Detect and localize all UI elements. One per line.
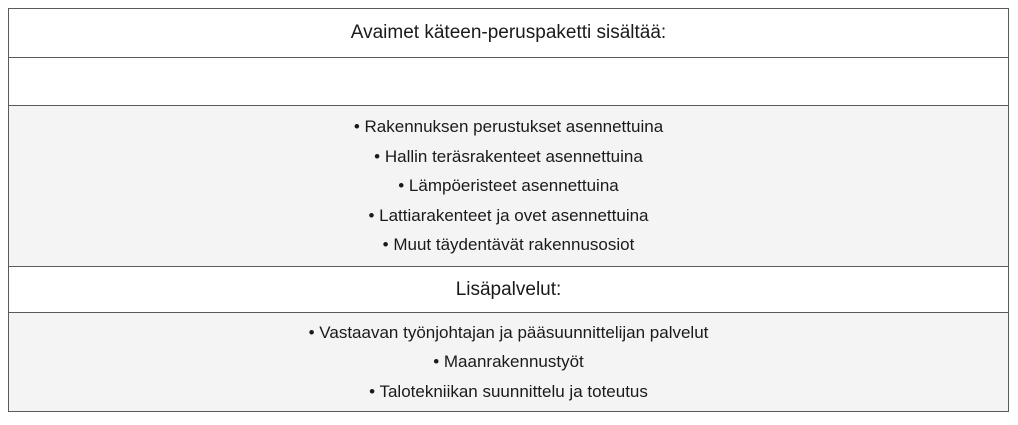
list-item: • Hallin teräsrakenteet asennettuina <box>374 146 643 166</box>
package-title: Avaimet käteen-peruspaketti sisältää: <box>9 9 1009 58</box>
package-header-row <box>9 9 1009 58</box>
list-item: • Rakennuksen perustukset asennettuina <box>353 117 664 137</box>
list-item: • Maanrakennustyöt <box>433 352 584 372</box>
package-contents-table <box>8 8 1009 412</box>
list-item: • Talotekniikan suunnittelu ja toteutus <box>369 381 648 401</box>
package-items-list <box>9 112 1008 260</box>
additional-header-row <box>9 267 1009 313</box>
list-item: • Lattiarakenteet ja ovet asennettuina <box>368 205 649 225</box>
package-items-cell <box>9 106 1009 267</box>
package-items-row <box>9 106 1009 267</box>
list-item: • Vastaavan työnjohtajan ja pääsuunnittelijan palvelut <box>308 322 709 342</box>
additional-items-row <box>9 313 1009 412</box>
additional-title: Lisäpalvelut: <box>9 267 1009 313</box>
list-item: • Lämpöeristeet asennettuina <box>398 176 619 196</box>
empty-row <box>9 58 1009 106</box>
additional-items-list <box>9 318 1008 407</box>
empty-cell <box>9 58 1009 106</box>
list-item: • Muut täydentävät rakennusosiot <box>382 235 635 255</box>
additional-items-cell <box>9 313 1009 412</box>
